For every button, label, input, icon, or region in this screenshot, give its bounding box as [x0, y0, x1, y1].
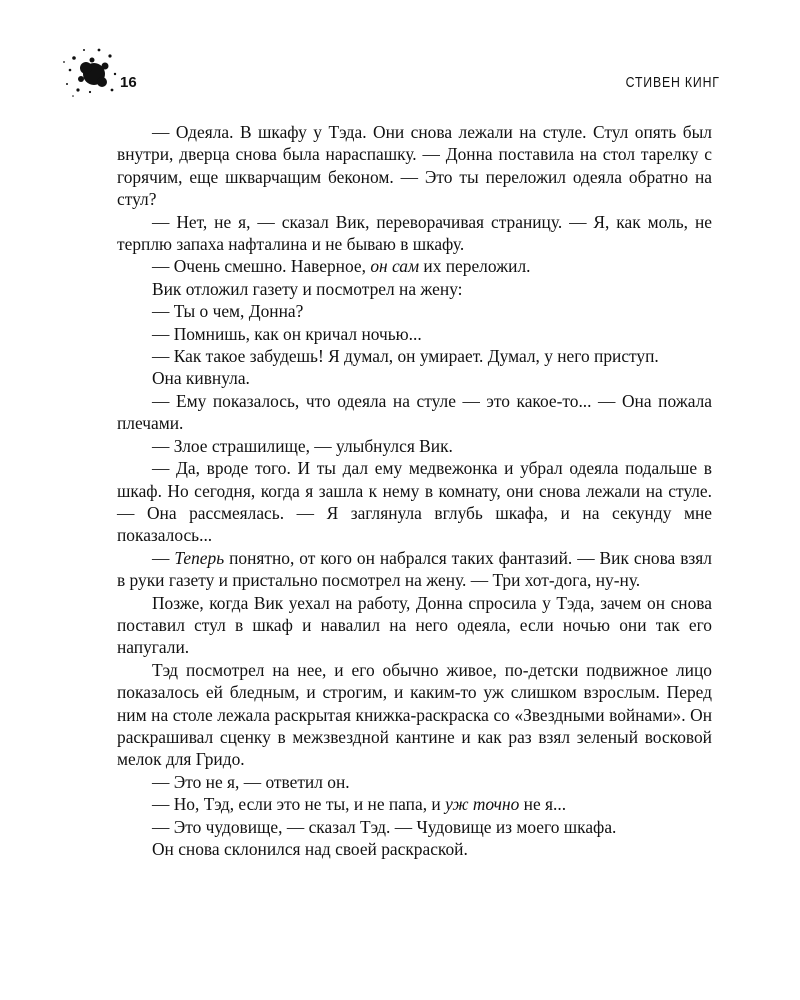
running-title: СТИВЕН КИНГ — [625, 74, 720, 91]
paragraph: Вик отложил газету и посмотрел на жену: — [152, 278, 463, 299]
paragraph: — Это не я, — ответил он. — [152, 771, 350, 792]
paragraph: Позже, когда Вик уехал на работу, Донна спросила у Тэда, зачем он снова поставил стул в шкаф и навалил на него одеяла, если ночью они так его напугали. — [117, 592, 712, 658]
page-number: 16 — [120, 74, 137, 91]
paragraph: Тэд посмотрел на нее, и его обычно живое, по-детски подвижное лицо показалось ей бледным, и строгим, и каким-то уж слишком взрослым. Перед ним на столе лежала раскрытая книжка-раскраска со «Звездными войнами». Он раскрашивал сценку в межзвездной кантине и как раз взял зеленый восковой мелок для Гридо. — [117, 659, 712, 770]
italic-text: он сам — [370, 256, 420, 277]
paragraph: — Ему показалось, что одеяла на стуле — это какое-то... — Она пожала плечами. — [117, 390, 712, 434]
paragraph: — Да, вроде того. И ты дал ему медвежонка и убрал одеяла подальше в шкаф. Но сегодня, когда я зашла к нему в комнату, они снова лежали на стуле. — Она рассмеялась. — Я заглянула вглубь шкафа, и на секунду мне показалось... — [117, 458, 712, 546]
paragraph: Она кивнула. — [152, 368, 250, 389]
paragraph: — Одеяла. В шкафу у Тэда. Они снова лежали на стуле. Стул опять был внутри, дверца снова была нараспашку. — Донна поставила на стол тарелку с горячим, еще шкварчащим беконом. — Это ты переложил одеяла обратно на стул? — [117, 122, 712, 210]
paragraph: — Как такое забудешь! Я думал, он умирает. Думал, у него приступ. — [152, 346, 659, 367]
page-header — [62, 44, 720, 100]
paragraph: — Ты о чем, Донна? — [152, 301, 304, 322]
paragraph: — Помнишь, как он кричал ночью... — [152, 323, 422, 344]
ink-splatter-icon — [62, 44, 120, 100]
paragraph: — Но, Тэд, если это не ты, и не папа, и уж точно не я... — [152, 794, 567, 815]
italic-text: Теперь — [174, 547, 225, 568]
paragraph: — Нет, не я, — сказал Вик, переворачивая страницу. — Я, как моль, не терплю запаха нафталина и не бываю в шкафу. — [117, 211, 712, 255]
paragraph: — Очень смешно. Наверное, он сам их переложил. — [152, 256, 531, 277]
italic-text: уж точно — [445, 794, 520, 815]
paragraph: Он снова склонился над своей раскраской. — [152, 839, 468, 859]
paragraph: — Теперь понятно, от кого он набрался таких фантазий. — Вик снова взял в руки газету и пристально посмотрел на жену. — Три хот-дога, ну-ну. — [117, 547, 712, 591]
paragraph: — Это чудовище, — сказал Тэд. — Чудовище из моего шкафа. — [152, 816, 617, 837]
body-text — [117, 121, 712, 860]
paragraph: — Злое страшилище, — улыбнулся Вик. — [152, 435, 453, 456]
